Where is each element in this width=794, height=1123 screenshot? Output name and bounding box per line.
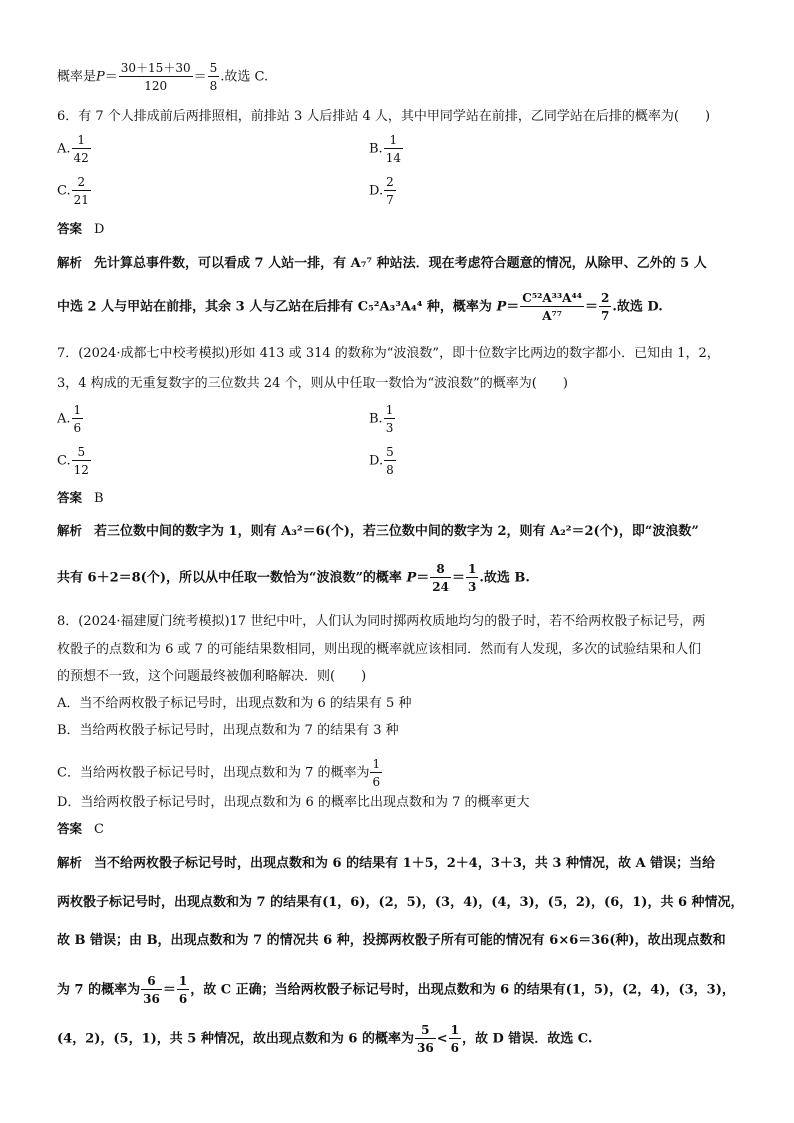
- analysis-text-end: ，故 C 正确；当给两枚骰子标记号时，出现点数和为 6 的结果有(1，5)，(2，4)，(3，3)，: [190, 982, 735, 998]
- analysis-text: (4，2)，(5，1)，共 5 种情况，故出现点数和为 6 的概率为: [57, 1031, 414, 1047]
- q6-option-c: [57, 176, 92, 206]
- option-fraction: [384, 176, 396, 206]
- analysis-fraction: [430, 563, 451, 593]
- analysis-text: 为 7 的概率为: [57, 982, 141, 998]
- analysis-denominator: A⁷⁷: [542, 309, 563, 323]
- q8-stem-line2: 枚骰子的点数和为 6 或 7 的可能结果数相同，则出现的概率就应该相同．然而有人发现，多次的试验结果和人们: [57, 642, 702, 657]
- intro-fraction: [119, 62, 193, 92]
- q8-analysis-line2: 两枚骰子标记号时，出现点数和为 7 的结果有(1，6)，(2，5)，(3，4)，(4，3)，(5，2)，(6，1)，共 6 种情况，: [57, 895, 744, 910]
- option-denominator: 3: [385, 421, 394, 435]
- option-letter: B.: [369, 141, 383, 157]
- option-fraction: [384, 404, 396, 434]
- analysis-text: 中选 2 人与甲站在前排，其余 3 人与乙站在后排有 C₅²A₃³A₄⁴ 种，概率为: [57, 299, 497, 315]
- analysis-eq: ＝: [506, 299, 520, 315]
- analysis-numerator: 5: [415, 1024, 436, 1039]
- option-numerator: 2: [72, 176, 91, 191]
- analysis-text-end: ，故 D 错误．故选 C.: [461, 1031, 593, 1047]
- analysis-numerator-2: 1: [467, 562, 477, 576]
- intro-fraction-2: [208, 62, 220, 92]
- q7-stem-line2: 3，4 构成的无重复数字的三位数共 24 个，则从中任取一数恰为“波浪数”的概率为( ): [57, 376, 568, 391]
- option-fraction: [370, 758, 382, 788]
- q7-option-b: [369, 404, 396, 434]
- analysis-fraction-2: [599, 292, 611, 322]
- analysis-denominator: 36: [143, 992, 160, 1006]
- q8-stem-line3: 的预想不一致，这个问题最终被伽利略解决．则( ): [57, 669, 367, 684]
- intro-prefix: 概率是: [57, 69, 97, 85]
- option-numerator: 1: [385, 403, 394, 417]
- analysis-p: P: [496, 299, 507, 315]
- q8-analysis-line3: 故 B 错误；由 B，出现点数和为 7 的情况共 6 种，投掷两枚骰子所有可能的情况有 6×6＝36(种)，故出现点数和: [57, 933, 726, 948]
- analysis-numerator-2: 2: [601, 291, 610, 305]
- analysis-fraction: [141, 975, 162, 1005]
- analysis-denominator: 24: [432, 580, 449, 594]
- option-letter: C.: [57, 183, 71, 199]
- analysis-denominator-2: 3: [467, 580, 477, 594]
- q6-option-b: [369, 134, 404, 164]
- option-letter: C.: [57, 453, 71, 469]
- q8-option-b: B．当给两枚骰子标记号时，出现点数和为 7 的结果有 3 种: [57, 723, 399, 738]
- analysis-fraction: [520, 292, 584, 322]
- option-numerator: 1: [372, 757, 381, 771]
- option-fraction: [72, 134, 91, 164]
- option-denominator: 6: [73, 421, 82, 435]
- option-fraction: [72, 176, 91, 206]
- analysis-numerator: 6: [141, 975, 162, 990]
- analysis-text: 当不给两枚骰子标记号时，出现点数和为 6 的结果有 1＋5，2＋4，3＋3，共 3 种情况，故 A 错误；当给: [94, 856, 716, 871]
- analysis-label: 解析: [57, 855, 83, 870]
- option-numerator: 2: [386, 175, 394, 189]
- intro-numerator-2: 5: [209, 61, 218, 75]
- intro-suffix: .故选 C.: [220, 69, 269, 85]
- option-fraction: [384, 446, 396, 476]
- option-denominator: 21: [73, 193, 89, 207]
- q8-analysis-line1: [57, 854, 715, 873]
- analysis-p: P: [406, 570, 417, 586]
- analysis-label: 解析: [57, 523, 83, 538]
- analysis-denominator-2: 6: [178, 992, 188, 1006]
- analysis-numerator-2: 1: [450, 1023, 459, 1037]
- analysis-eq2: ＝: [584, 299, 598, 315]
- analysis-label: 解析: [57, 255, 83, 270]
- option-denominator: 8: [386, 463, 394, 477]
- answer-label: 答案: [57, 490, 83, 505]
- analysis-text: 若三位数中间的数字为 1，则有 A₃²＝6(个)，若三位数中间的数字为 2，则有 A₂²＝2(个)，即“波浪数”: [94, 524, 699, 539]
- option-denominator: 7: [386, 193, 394, 207]
- answer-value: C: [94, 822, 104, 837]
- q6-option-a: [57, 134, 92, 164]
- option-denominator: 42: [73, 151, 89, 165]
- q8-option-c: [57, 758, 383, 788]
- analysis-text: 共有 6＋2＝8(个)，所以从中任取一数恰为“波浪数”的概率: [57, 570, 407, 586]
- answer-value: D: [94, 222, 105, 237]
- option-denominator: 6: [372, 775, 381, 789]
- analysis-lt: <: [436, 1031, 448, 1047]
- q6-analysis-line1: [57, 254, 707, 273]
- intro-denominator-2: 8: [209, 79, 218, 93]
- q7-answer: [57, 489, 104, 508]
- analysis-eq: ＝: [162, 982, 176, 998]
- q6-stem: 6．有 7 个人排成前后两排照相，前排站 3 人后排站 4 人，其中甲同学站在前排，乙同学站在后排的概率为( ): [57, 109, 711, 124]
- option-letter: D.: [369, 453, 384, 469]
- option-fraction: [72, 446, 91, 476]
- analysis-eq: ＝: [416, 570, 430, 586]
- answer-label: 答案: [57, 221, 83, 236]
- q8-stem-line1: 8．(2024·福建厦门统考模拟)17 世纪中叶，人们认为同时掷两枚质地均匀的骰子时，若不给两枚骰子标记号，两: [57, 614, 706, 629]
- analysis-text-end: .故选 B.: [479, 570, 530, 586]
- analysis-fraction: [415, 1024, 436, 1054]
- option-numerator: 5: [72, 446, 91, 461]
- intro-p: P: [96, 69, 105, 85]
- analysis-eq2: ＝: [451, 570, 465, 586]
- q8-option-a: A．当不给两枚骰子标记号时，出现点数和为 6 的结果有 5 种: [57, 696, 412, 711]
- q7-option-c: [57, 446, 92, 476]
- option-denominator: 14: [385, 151, 401, 165]
- q8-analysis-line5: [57, 1024, 592, 1054]
- q7-stem-line1: 7．(2024·成都七中校考模拟)形如 413 或 314 的数称为“波浪数”，即十位数字比两边的数字都小．已知由 1，2，: [57, 346, 720, 361]
- analysis-text: 先计算总事件数，可以看成 7 人站一排，有 A₇⁷ 种站法．现在考虑符合题意的情况，从除甲、乙外的 5 人: [94, 256, 707, 271]
- analysis-fraction-2: [466, 563, 478, 593]
- q8-analysis-line4: [57, 975, 735, 1005]
- option-fraction: [72, 404, 84, 434]
- option-letter: B.: [369, 411, 383, 427]
- intro-numerator: 30＋15＋30: [120, 61, 191, 75]
- answer-label: 答案: [57, 821, 83, 836]
- option-letter: A.: [57, 411, 71, 427]
- analysis-denominator-2: 6: [450, 1041, 459, 1055]
- option-denominator: 12: [73, 463, 89, 477]
- option-numerator: 1: [384, 134, 403, 149]
- intro-denominator: 120: [144, 79, 168, 93]
- intro-eq2: ＝: [193, 69, 207, 85]
- option-fraction: [384, 134, 403, 164]
- intro-eq: ＝: [104, 69, 118, 85]
- option-letter: A.: [57, 141, 71, 157]
- option-numerator: 5: [386, 445, 394, 459]
- analysis-numerator-2: 1: [178, 974, 188, 988]
- analysis-text-end: .故选 D.: [612, 299, 663, 315]
- option-numerator: 1: [72, 134, 91, 149]
- analysis-fraction-2: [177, 975, 189, 1005]
- q7-option-a: [57, 404, 84, 434]
- option-letter: D.: [369, 183, 384, 199]
- q7-option-d: [369, 446, 397, 476]
- q6-answer: [57, 220, 104, 239]
- q6-analysis-line2: [57, 292, 663, 322]
- analysis-denominator: 36: [416, 1041, 434, 1055]
- analysis-numerator: C⁵²A³³A⁴⁴: [522, 291, 582, 305]
- q7-analysis-line1: [57, 522, 699, 541]
- q8-option-d: D．当给两枚骰子标记号时，出现点数和为 6 的概率比出现点数和为 7 的概率更大: [57, 795, 530, 810]
- q7-analysis-line2: [57, 563, 530, 593]
- analysis-denominator-2: 7: [601, 309, 610, 323]
- analysis-numerator: 8: [430, 563, 451, 578]
- answer-value: B: [94, 491, 104, 506]
- intro-line: [57, 62, 268, 92]
- option-numerator: 1: [73, 403, 82, 417]
- q8-answer: [57, 820, 104, 839]
- option-text: C．当给两枚骰子标记号时，出现点数和为 7 的概率为: [57, 765, 370, 781]
- analysis-fraction-2: [449, 1024, 461, 1054]
- q6-option-d: [369, 176, 397, 206]
